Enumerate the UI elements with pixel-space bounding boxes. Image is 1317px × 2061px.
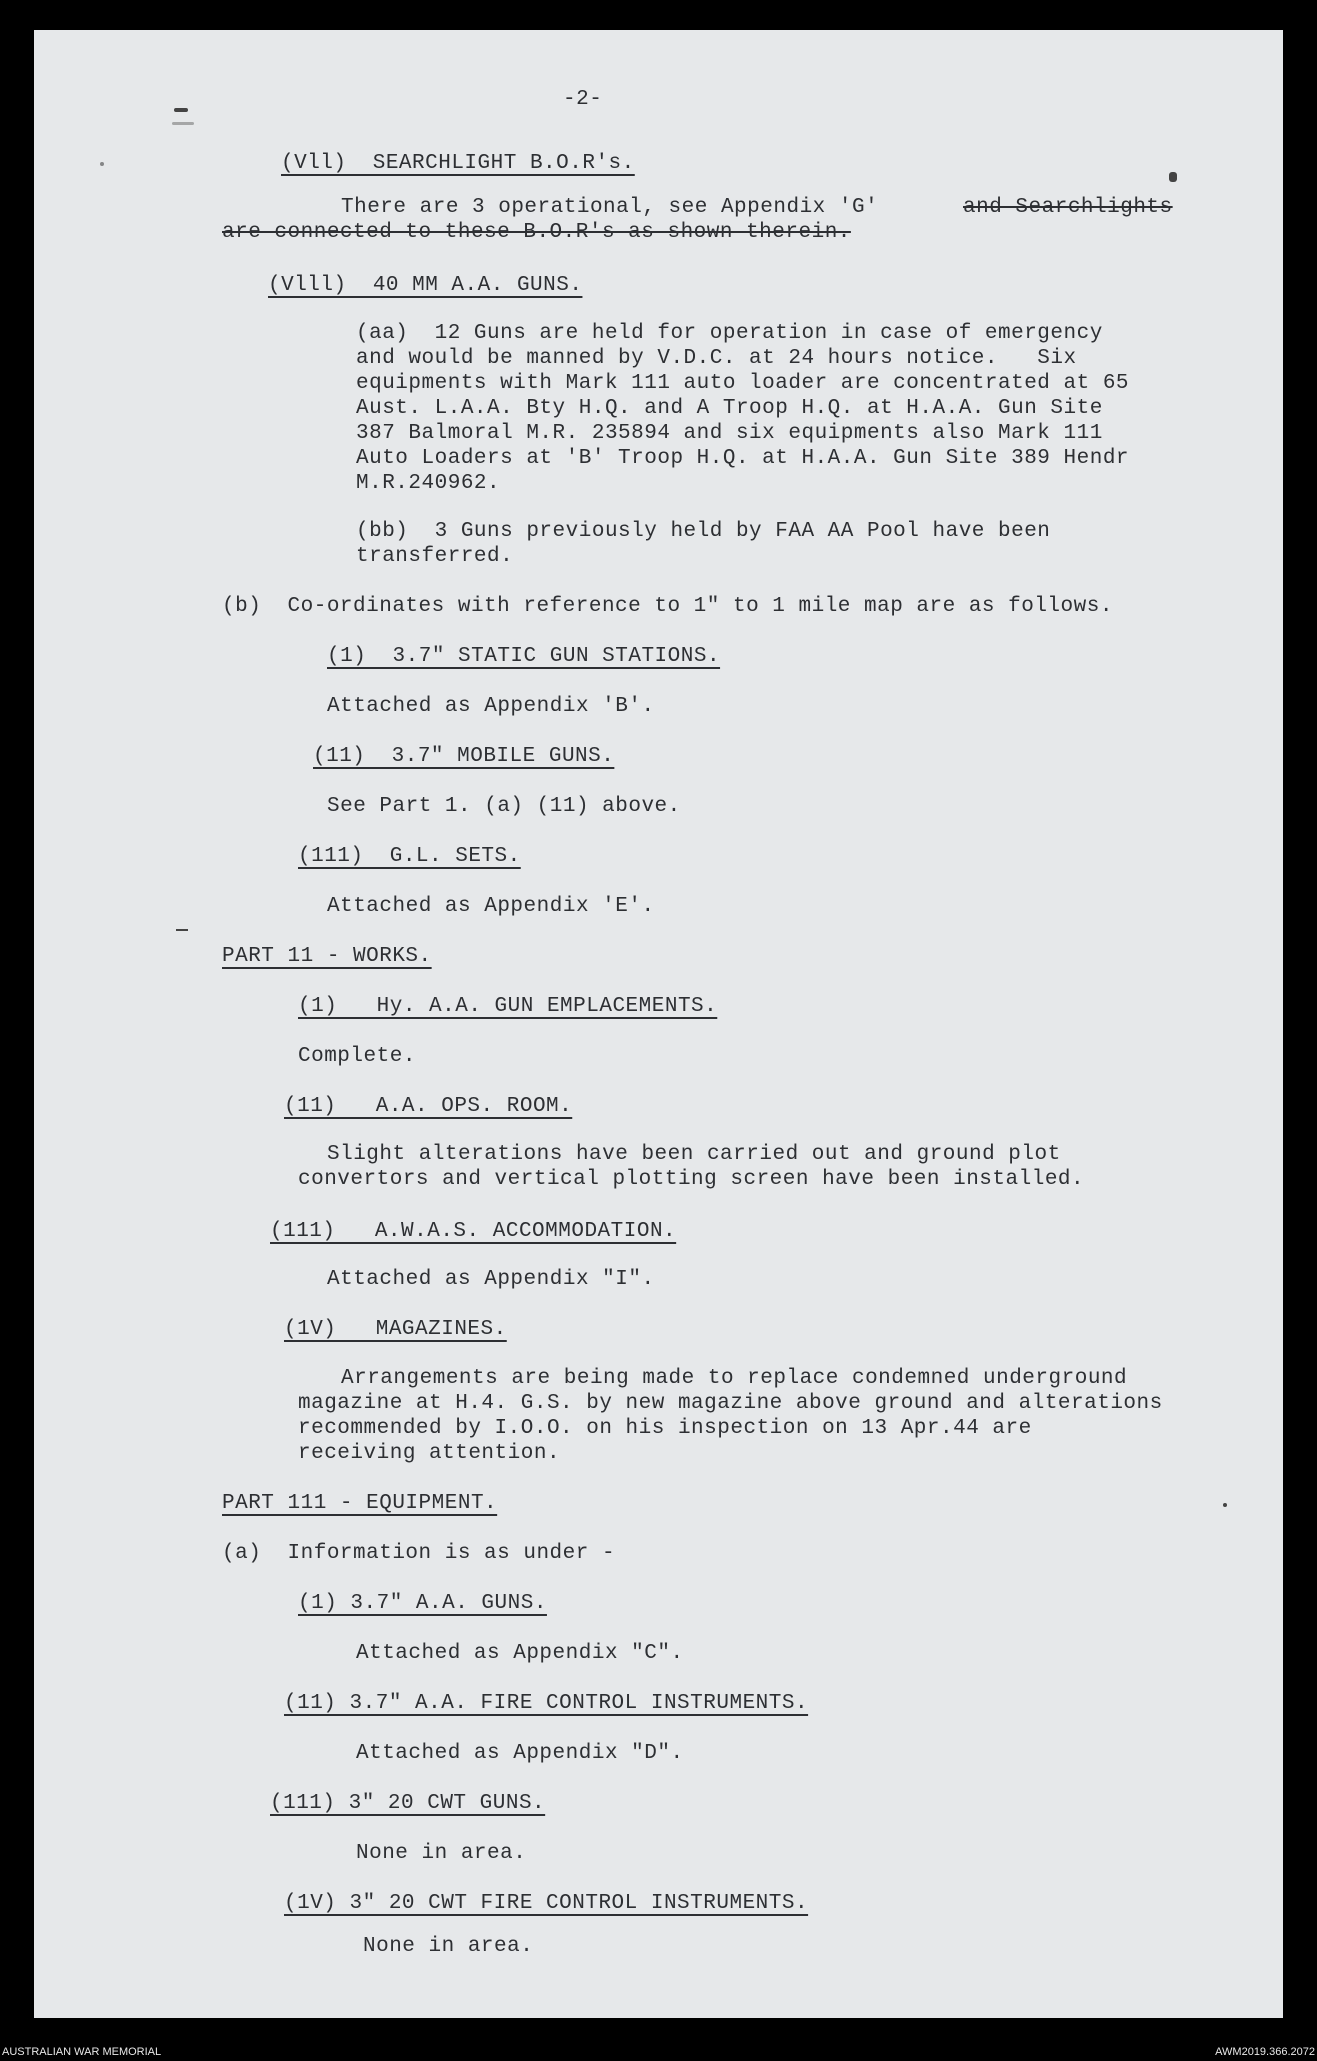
- text-line: 387 Balmoral M.R. 235894 and six equipments also Mark 111: [356, 422, 1103, 445]
- stray-mark: [100, 162, 104, 166]
- text-line: M.R.240962.: [356, 472, 501, 495]
- section-heading: (1) 3.7" A.A. GUNS.: [298, 1592, 547, 1615]
- text-line: transferred.: [356, 545, 514, 568]
- section-heading: (Vlll) 40 MM A.A. GUNS.: [268, 274, 583, 297]
- section-heading: PART 111 - EQUIPMENT.: [222, 1492, 498, 1515]
- footer-reference: AWM2019.366.2072: [1215, 2046, 1315, 2058]
- text-line: See Part 1. (a) (11) above.: [327, 795, 681, 818]
- section-heading: (111) A.W.A.S. ACCOMMODATION.: [270, 1220, 677, 1243]
- text-line: There are 3 operational, see Appendix 'G': [341, 196, 892, 219]
- text-line: Slight alterations have been carried out and ground plot: [327, 1143, 1061, 1166]
- text-line: recommended by I.O.O. on his inspection on 13 Apr.44 are: [298, 1417, 1032, 1440]
- section-heading: (111) 3" 20 CWT GUNS.: [270, 1792, 546, 1815]
- text-line: Aust. L.A.A. Bty H.Q. and A Troop H.Q. at H.A.A. Gun Site: [356, 397, 1103, 420]
- text-line: convertors and vertical plotting screen have been installed.: [298, 1168, 1085, 1191]
- text-line: equipments with Mark 111 auto loader are concentrated at 65: [356, 372, 1130, 395]
- text-line: (bb) 3 Guns previously held by FAA AA Pool have been: [356, 520, 1051, 543]
- text-line: are connected to these B.O.R's as shown therein.: [222, 221, 851, 244]
- text-line: Auto Loaders at 'B' Troop H.Q. at H.A.A. Gun Site 389 Hendr: [356, 447, 1130, 470]
- section-heading: (1V) 3" 20 CWT FIRE CONTROL INSTRUMENTS.: [284, 1892, 809, 1915]
- section-heading: PART 11 - WORKS.: [222, 945, 432, 968]
- text-line: Attached as Appendix 'B'.: [327, 695, 655, 718]
- text-line: magazine at H.4. G.S. by new magazine above ground and alterations: [298, 1392, 1163, 1415]
- footer-credit: AUSTRALIAN WAR MEMORIAL: [2, 2046, 162, 2058]
- text-line: (aa) 12 Guns are held for operation in case of emergency: [356, 322, 1103, 345]
- section-heading: (11) A.A. OPS. ROOM.: [284, 1095, 573, 1118]
- text-line: Attached as Appendix "C".: [356, 1642, 684, 1665]
- section-heading: (1) 3.7" STATIC GUN STATIONS.: [327, 645, 721, 668]
- section-heading: (1) Hy. A.A. GUN EMPLACEMENTS.: [298, 995, 718, 1018]
- stray-mark: [174, 108, 188, 112]
- text-line: (b) Co-ordinates with reference to 1" to 1 mile map are as follows.: [222, 595, 1113, 618]
- section-heading: (11) 3.7" A.A. FIRE CONTROL INSTRUMENTS.: [284, 1692, 809, 1715]
- stray-mark: [1223, 1503, 1227, 1507]
- text-line: and Searchlights: [963, 196, 1173, 219]
- text-line: Attached as Appendix "D".: [356, 1742, 684, 1765]
- section-heading: (111) G.L. SETS.: [298, 845, 521, 868]
- text-line: and would be manned by V.D.C. at 24 hours notice. Six: [356, 347, 1077, 370]
- text-line: Complete.: [298, 1045, 416, 1068]
- text-line: None in area.: [363, 1935, 534, 1958]
- stray-mark: [1169, 172, 1177, 182]
- stray-mark: [176, 929, 188, 931]
- text-line: Attached as Appendix "I".: [327, 1268, 655, 1291]
- document-page: [34, 30, 1283, 2018]
- page-number: -2-: [563, 88, 603, 111]
- text-line: Attached as Appendix 'E'.: [327, 895, 655, 918]
- text-line: receiving attention.: [298, 1442, 561, 1465]
- text-line: None in area.: [356, 1842, 527, 1865]
- stray-mark: [172, 122, 194, 125]
- section-heading: (1V) MAGAZINES.: [284, 1318, 507, 1341]
- section-heading: (11) 3.7" MOBILE GUNS.: [313, 745, 615, 768]
- text-line: (a) Information is as under -: [222, 1542, 616, 1565]
- text-line: Arrangements are being made to replace condemned underground: [341, 1367, 1128, 1390]
- section-heading: (Vll) SEARCHLIGHT B.O.R's.: [281, 152, 635, 175]
